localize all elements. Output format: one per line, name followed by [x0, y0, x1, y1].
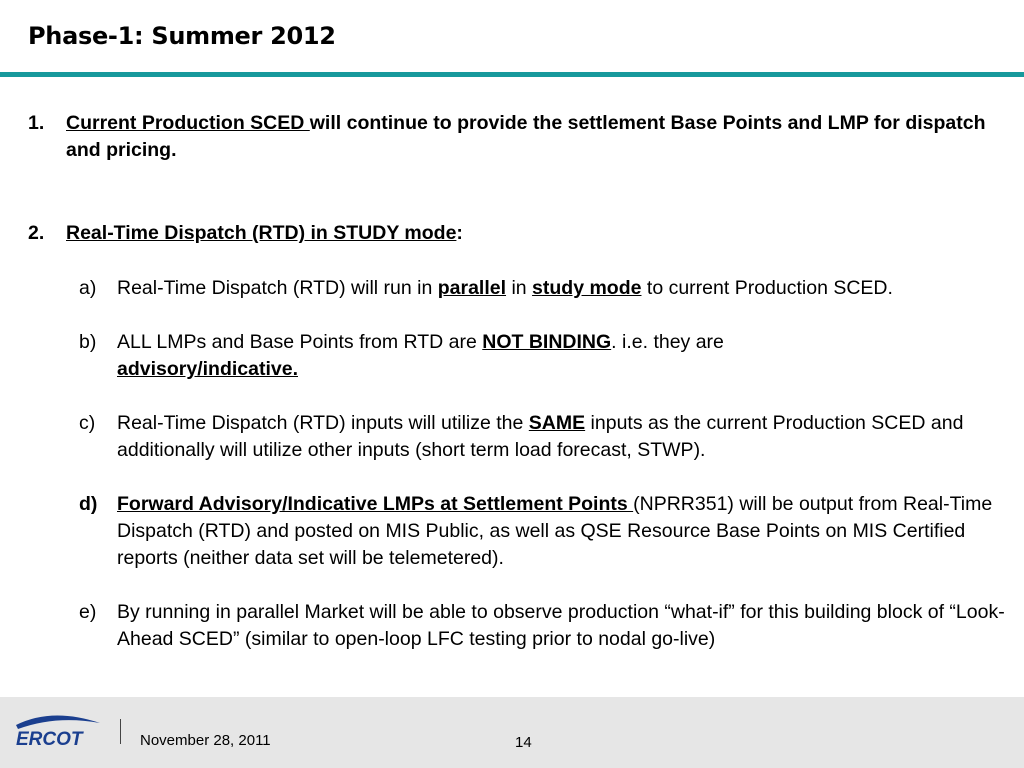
sub-item-text: Real-Time Dispatch (RTD) inputs will utilize the	[117, 412, 529, 434]
sub-item-d	[28, 491, 1013, 572]
logo-wordmark: ERCOT	[16, 729, 83, 749]
sub-item-b	[28, 329, 1013, 383]
sub-item-e	[28, 599, 1013, 653]
sub-item-text: to current Production SCED.	[641, 277, 893, 299]
page-number: 14	[515, 734, 532, 751]
keyword-study-mode: study mode	[532, 277, 642, 299]
ercot-logo	[12, 709, 104, 749]
slide-footer	[0, 697, 1024, 768]
sub-item-letter: e)	[79, 601, 97, 623]
keyword-advisory: advisory/indicative.	[117, 358, 298, 380]
sub-item-text: (NPRR351) will be output from Real-Time Dispatch (RTD) and posted on MIS Public, as well as QSE Resource Base Points on MIS Certified reports (neither data set will be telemetered).	[117, 493, 993, 569]
keyword-same: SAME	[528, 412, 586, 434]
sub-item-letter: c)	[79, 412, 96, 434]
slide-title: Phase-1: Summer 2012	[28, 22, 336, 50]
sub-item-a	[28, 275, 1013, 302]
sub-item-text: . i.e. they are	[611, 331, 724, 353]
sub-item-text: By running in parallel Market will be able to observe production “what-if” for this building block of “Look-Ahead SCED” (similar to open-loop LFC testing prior to nodal go-live)	[117, 601, 1005, 650]
item-heading: Current Production SCED	[66, 112, 310, 134]
sub-item-c	[28, 410, 1013, 464]
footer-divider	[120, 719, 121, 744]
item-suffix: :	[456, 222, 463, 244]
sub-item-text: in	[506, 277, 533, 299]
item-number: 2.	[28, 222, 45, 244]
keyword-parallel: parallel	[437, 277, 507, 299]
footer-date: November 28, 2011	[140, 732, 271, 749]
keyword-forward-advisory: Forward Advisory/Indicative LMPs at Settlement Points	[117, 493, 634, 515]
keyword-not-binding: NOT BINDING	[482, 331, 612, 353]
slide-content	[28, 110, 1013, 653]
sub-item-text: Real-Time Dispatch (RTD) will run in	[117, 277, 438, 299]
sub-item-letter: a)	[79, 277, 97, 299]
sub-item-letter: d)	[79, 493, 98, 515]
item-text: will continue to provide the settlement Base Points and LMP for dispatch and pricing.	[66, 112, 986, 161]
list-item-1	[28, 110, 1013, 164]
sub-item-letter: b)	[79, 331, 97, 353]
item-number: 1.	[28, 112, 45, 134]
sub-item-text: inputs as the current Production SCED and additionally will utilize other inputs (short term load forecast, STWP).	[117, 412, 964, 461]
list-item-2	[28, 220, 1013, 247]
item-heading: Real-Time Dispatch (RTD) in STUDY mode	[66, 222, 457, 244]
logo-swoosh	[16, 715, 100, 729]
title-divider	[0, 72, 1024, 77]
sub-item-text: ALL LMPs and Base Points from RTD are	[117, 331, 483, 353]
